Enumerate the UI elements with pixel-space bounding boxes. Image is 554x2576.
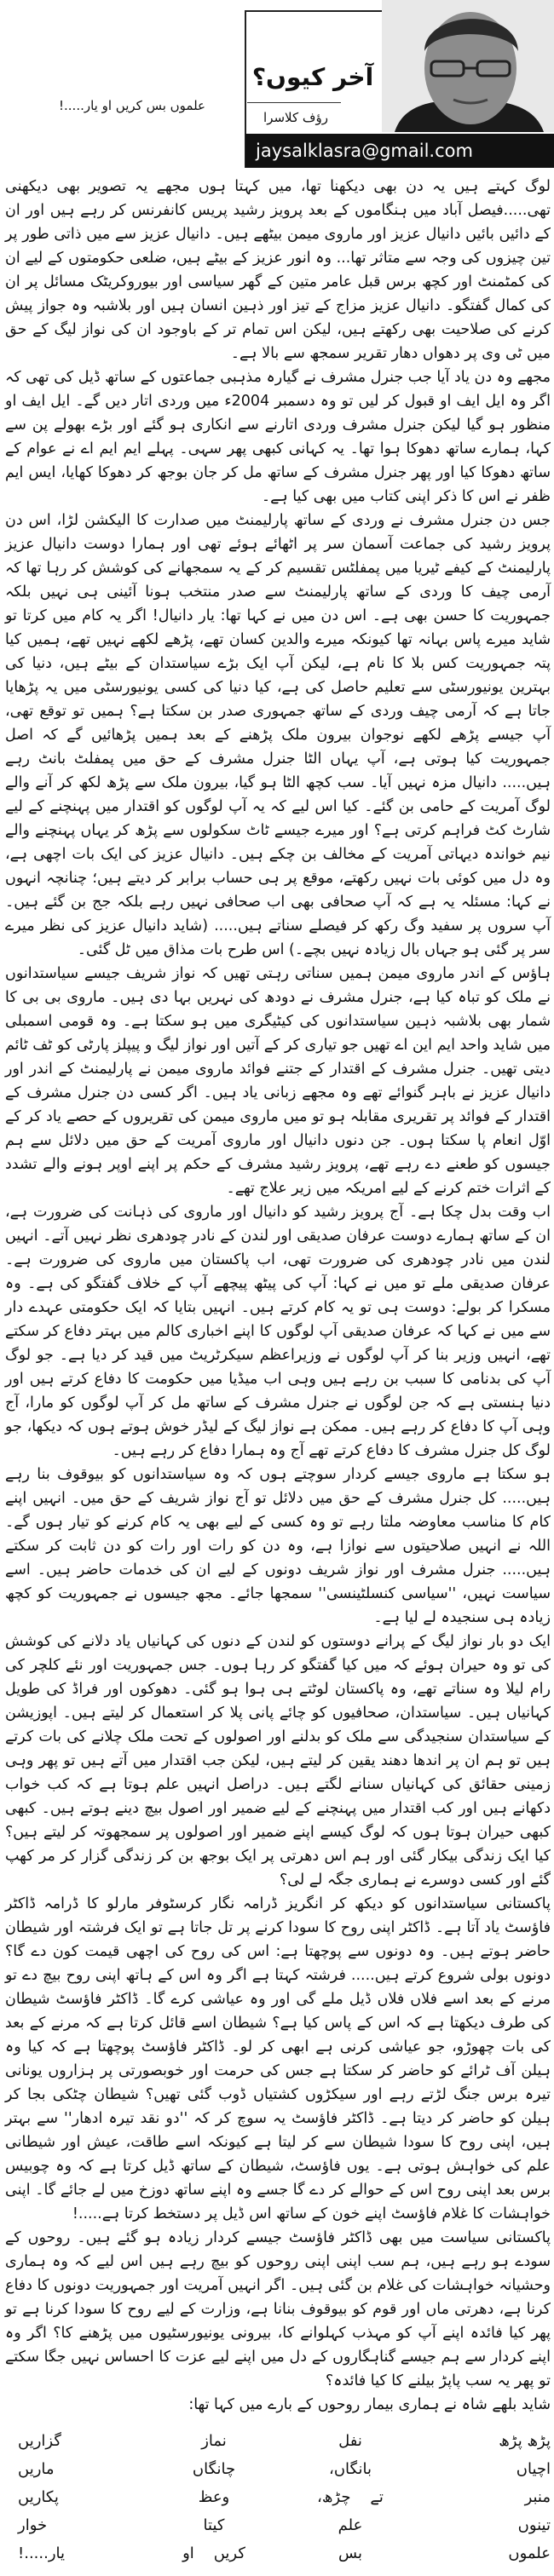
poem-word: اچیاں [516, 2460, 551, 2478]
poem-word: ماریں [18, 2460, 55, 2478]
poem-word: علموں [508, 2544, 551, 2562]
paragraph: جس دن جنرل مشرف نے وردی کے ساتھ پارلیمنٹ میں صدارت کا الیکشن لڑا، اس دن پرویز رشید کی جماعت آسمان سر پر اٹھائے ہوئے تھی اور ہمارا دوست دانیال عزیز پارلیمنٹ کے کیفے ٹیریا میں پمفلٹس تقسیم کر کے یہ سمجھانے کی کوشش کر رہا تھا کہ آرمی چیف کا وردی کے ساتھ پارلیمنٹ سے صدر منتخب ہونا آئینی ہی نہیں بلکہ جمہوریت کا حسن بھی ہے۔ اس دن میں نے کہا تھا: یار دانیال! اگر یہ کام میں کرتا تو شاید میرے پاس بہانہ تھا کیونکہ میرے والدین کسان تھے، پڑھے لکھے نہیں تھے، ہمیں کیا پتہ جمہوریت کس بلا کا نام ہے، لیکن آپ ایک بڑے سیاستدان کے بیٹے ہیں، دنیا کی بہترین یونیورسٹی سے تعلیم حاصل کی ہے، کیا دنیا کی کسی یونیورسٹی میں یہ پڑھایا جاتا ہے کہ آرمی چیف وردی کے ساتھ جمہوری صدر بن سکتا ہے؟ ہمیں تو توقع تھی، آپ جیسے پڑھے لکھے نوجوان بیرون ملک پڑھنے کے بعد ہمیں پڑھائیں گے کہ اصل جمہوریت کیا ہوتی ہے، آپ یہاں الٹا جنرل مشرف کے حق میں پمفلٹ بانٹ رہے ہیں..... دانیال مزہ نہیں آیا۔ سب کچھ الٹا ہو گیا، بیرون ملک سے پڑھ لکھ کر آنے والے لوگ آمریت کے حامی بن گئے۔ کیا اس لیے کہ یہ آپ لوگوں کو اقتدار میں پہنچنے کے لیے شارٹ کٹ فراہم کرتی ہے؟ اور میرے جیسے ٹاٹ سکولوں سے پڑھ کر یہاں پہنچنے والے نیم خواندہ دیہاتی آمریت کے مخالف بن چکے ہیں۔ دانیال عزیز کی ایک بات اچھی ہے، وہ دل میں کوئی بات نہیں رکھتے، موقع پر ہی حساب برابر کر دیتے ہیں؛ چنانچہ انہوں نے کہا: مسئلہ یہ ہے کہ آپ صحافی بھی اب صحافی نہیں رہے بلکہ جج بن گئے ہیں۔ آپ سروں پر سفید وگ رکھ کر فیصلے سناتے ہیں..... (شاید دانیال عزیز کی نظر میرے سر پر گئی ہو جہاں بال زیادہ نہیں بچے۔) اس طرح بات مذاق میں ٹل گئی۔ [5, 512, 551, 958]
paragraph: مجھے وہ دن یاد آیا جب جنرل مشرف نے گیارہ مذہبی جماعتوں کے ساتھ ڈیل کی تھی کہ اگر وہ ایل ایف او قبول کر لیں تو وہ دسمبر 2004ء میں وردی اتار دیں گے۔ ایل ایف او منظور ہو گیا لیکن جنرل مشرف وردی اتارنے سے انکاری ہو گئے اور بڑے بھولے پن سے کہا، ہمارے ساتھ دھوکا ہوا تھا۔ یہ کہانی کبھی پھر سہی۔ پہلے ایم ایم اے نے عوام کے ساتھ دھوکا کیا اور پھر جنرل مشرف کے ساتھ مل کر جان بوجھ کر دھوکا کھایا، ایس ایم ظفر نے اس کا ذکر اپنی کتاب میں بھی کیا ہے۔ [4, 369, 551, 505]
poem-word: پکاریں [18, 2488, 59, 2506]
author-portrait-icon [382, 0, 554, 132]
author-photo [382, 0, 554, 132]
poem-word: نفل [338, 2432, 362, 2450]
poem-word: پڑھ پڑھ [499, 2432, 551, 2450]
poem [18, 2427, 551, 2576]
poem-word: تے چڑھ، [317, 2488, 384, 2506]
poem-word: کریں او [182, 2544, 245, 2562]
author-name: رؤف کلاسرا [263, 110, 328, 125]
paragraph: پاکستانی سیاست میں بھی ڈاکٹر فاؤسٹ جیسے کردار زیادہ ہو گئے ہیں۔ روحوں کے سودے ہو رہے ہیں، ہم سب اپنی اپنی روحوں کو بیچ رہے ہیں اس لیے کہ وہ ہماری وحشیانہ خواہشات کی غلام بن گئی ہیں۔ اگر انہیں آمریت اور جمہوریت دونوں کا دفاع کرنا ہے، دھرتی ماں اور قوم کو بیوقوف بنانا ہے، وزارت کے لیے روح کا سودا کرنا ہے تو پھر کیا فائدہ اپنے آپ کو مہذب کہلوانے کا، بیرونی یونیورسٹیوں میں پڑھنے کا؟ اگر وہ اپنے کردار سے ہم جیسے گناہگاروں کے دل میں اپنے لیے عزت کا احساس نہیں جگا سکتے تو پھر یہ سب پاپڑ بیلنے کا کیا فائدہ؟ [5, 2229, 551, 2389]
poem-word: علم [338, 2516, 363, 2534]
poem-word: بانگاں، [329, 2460, 372, 2478]
poem-line [18, 2455, 551, 2483]
poem-word: نماز [201, 2432, 227, 2450]
poem-line [18, 2511, 551, 2539]
paragraph: شاید بلھے شاہ نے ہماری بیمار روحوں کے بارے میں کہا تھا: [188, 2396, 551, 2413]
poem-word: خوار [18, 2516, 48, 2534]
paragraph: ایک دو بار نواز لیگ کے پرانے دوستوں کو لندن کے دنوں کی کہانیاں یاد دلانے کی کوشش کی تو وہ حیران ہوئے کہ میں کیا گفتگو کر رہا ہوں۔ جس جمہوریت اور نئے کلچر کی رام لیلا وہ سناتے تھے، وہ پاکستان لوٹتے ہی ہوا ہو گئی۔ دھوکوں اور فراڈ کی طویل کہانیاں ہیں۔ سیاستدان، صحافیوں کو چائے پانی پلا کر استعمال کر لیتے ہیں۔ اپوزیشن کے سیاستدان سنجیدگی سے ملک کو بدلنے اور اصولوں کے تحت ملک چلانے کی بات کرتے ہیں تو ہم ان پر اندھا دھند یقین کر لیتے ہیں، لیکن جب اقتدار میں آتے ہیں تو پھر وہی زمینی حقائق کی کہانیاں سنانے لگتے ہیں۔ دراصل انہیں علم ہوتا ہے کہ کب خواب دکھانے ہیں اور کب اقتدار میں پہنچنے کے لیے ضمیر اور اصول بیچ دینے ہوتے ہیں۔ کبھی کبھی حیران ہوتا ہوں کہ لوگ کیسے اپنے ضمیر اور اصولوں پر سمجھوتہ کر لیتے ہیں؟ کیا ایک زندگی بیکار گئی اور ہم اس دھرتی پر ایک بوجھ بن کر زندگی گزار کر مر کھپ گئے اور کسی دوسرے نے ہماری جگہ لے لی؟ [5, 1633, 551, 1889]
poem-line [18, 2483, 551, 2511]
poem-word: کیتا [203, 2516, 225, 2534]
poem-word: چانگاں [192, 2460, 236, 2478]
author-email[interactable]: jaysalklasra@gmail.com [245, 134, 554, 168]
poem-word: گزاریں [18, 2432, 61, 2450]
column-name: آخر کیوں؟ [251, 63, 374, 91]
paragraph: لوگ کہتے ہیں یہ دن بھی دیکھنا تھا، میں کہتا ہوں مجھے یہ تصویر بھی دیکھنی تھی.....فیصل آباد میں ہنگاموں کے بعد پرویز رشید پریس کانفرنس کر رہے ہیں اور ان کے دائیں بائیں دانیال عزیز اور ماروی میمن بیٹھے ہیں۔ دانیال عزیز سے میں ذاتی طور پر تین چیزوں کی وجہ سے متاثر تھا... وہ انور عزیز کے بیٹے ہیں، ضلعی حکومتوں کے لیے ان کی کمٹمنٹ اور کچھ برس قبل عامر متین کے گھر سیاسی اور بیوروکریٹک مسائل پر ان کی کمال گفتگو۔ دانیال عزیز مزاج کے تیز اور ذہین انسان ہیں اور بلاشبہ وہ جواز پیش کرنے کی صلاحیت بھی رکھتے ہیں، لیکن اس تمام تر کے باوجود ان کی نواز لیگ کے حق میں ٹی وی پر دھواں دھار تقریر سمجھ سے بالا ہے۔ [5, 178, 551, 362]
poem-word: یار.....! [18, 2544, 66, 2562]
paragraph: پاکستانی سیاستدانوں کو دیکھ کر انگریز ڈرامہ نگار کرسٹوفر مارلو کا ڈرامہ ڈاکٹر فاؤسٹ یاد آتا ہے۔ ڈاکٹر اپنی روح کا سودا کرنے پر تل جاتا ہے تو ایک فرشتہ اور شیطان حاضر ہوتے ہیں۔ وہ دونوں سے پوچھتا ہے: اس کی روح کی اچھی قیمت کون دے گا؟ دونوں بولی شروع کرتے ہیں..... فرشتہ کہتا ہے اگر وہ اس کے ہاتھ اپنی روح بیچ دے تو مرنے کے بعد اسے فلاں فلاں ڈیل ملے گی اور وہ عیاشی کرے گا۔ ڈاکٹر فاؤسٹ شیطان کی طرف دیکھتا ہے کہ اس کے پاس کیا ہے؟ شیطان اسے قائل کرتا ہے کہ مرنے کے بعد کی بات چھوڑو، جو عیاشی کرنی ہے ابھی کر لو۔ ڈاکٹر فاؤسٹ پوچھتا ہے کہ کیا وہ ہیلن آف ٹرائے کو حاضر کر سکتا ہے جس کی حرمت اور خوبصورتی پر ہزاروں یونانی تیرہ برس جنگ لڑتے رہے اور سیکڑوں کشتیاں ڈوب گئی تھیں؟ شیطان چٹکی بجا کر ہیلن کو حاضر کر دیتا ہے۔ ڈاکٹر فاؤسٹ یہ سوچ کر کہ ''دو نقد تیرہ ادھار'' سے بہتر ہیں، اپنی روح کا سودا شیطان سے کر لیتا ہے کیونکہ اسے طاقت، عیش اور شیطانی علم کی خواہش ہوتی ہے۔ یوں فاؤسٹ، شیطان کے ساتھ ڈیل کرتا ہے کہ وہ چوبیس برس بعد اپنی روح اس کے حوالے کر دے گا جسے وہ اپنے ساتھ دوزخ میں لے جائے گا۔ اپنی خواہشات کا غلام فاؤسٹ اپنے خون کے ساتھ اس ڈیل پر دستخط کرتا ہے.....! [5, 1895, 551, 2222]
poem-word: تینوں [517, 2516, 551, 2534]
poem-word: بس [338, 2544, 362, 2562]
article-body [5, 175, 551, 2417]
poem-word: وعظ [198, 2488, 230, 2506]
poem-line [18, 2427, 551, 2455]
divider [247, 102, 341, 103]
paragraph: ہاؤس کے اندر ماروی میمن ہمیں سناتی رہتی تھیں کہ نواز شریف جیسے سیاستدانوں نے ملک کو تباہ کیا ہے، جنرل مشرف نے دودھ کی نہریں بہا دی ہیں۔ ماروی بی بی کا شمار بھی بلاشبہ ذہین سیاستدانوں کی کیٹیگری میں ہو سکتا ہے۔ وہ قومی اسمبلی میں شاید واحد ایم این اے تھیں جو تیاری کر کے آتیں اور نواز لیگ و پیپلز پارٹی کو ٹف ٹائم دیتی تھیں۔ جنرل مشرف کے اقتدار کے جتنے فوائد ماروی میمن نے پارلیمنٹ کے اندر اور دانیال عزیز نے باہر گنوائے تھے وہ مجھے زبانی یاد ہیں۔ اگر کسی دن جنرل مشرف کے اقتدار کے فوائد پر تقریری مقابلہ ہو تو میں ماروی میمن کی تقریروں کے حصے یاد کر کے اوّل انعام پا سکتا ہوں۔ جن دنوں دانیال اور ماروی آمریت کے حق میں دلائل سے ہم جیسوں کو طعنے دے رہے تھے، پرویز رشید مشرف کے حکم پر اپنے اوپر ہونے والے تشدد کے اثرات ختم کرنے کے لیے امریکہ میں زیر علاج تھے۔ [5, 965, 551, 1197]
poem-word: منبر [524, 2488, 551, 2506]
paragraph: اب وقت بدل چکا ہے۔ آج پرویز رشید کو دانیال اور ماروی کی ذہانت کی ضرورت ہے، ان کے ساتھ ہمارے دوست عرفان صدیقی اور لندن کے نادر چودھری نظر نہیں آتے۔ انہیں لندن میں نادر چودھری کی ضرورت تھی، اب پاکستان میں ماروی کی ضرورت ہے۔ عرفان صدیقی ملے تو میں نے کہا: آپ کی پیٹھ پیچھے آپ کے خلاف گفتگو کی ہے۔ وہ مسکرا کر بولے: دوست ہی تو یہ کام کرتے ہیں۔ انہیں بتایا کہ ایک حکومتی عہدے دار سے میں نے کہا کہ عرفان صدیقی آپ لوگوں کا اپنے اخباری کالم میں بہتر دفاع کر سکتے تھے، انہیں وزیر بنا کر آپ لوگوں نے وزیراعظم سیکرٹریٹ میں قید کر دیا ہے۔ جو لوگ آپ کی بدنامی کا سبب بن رہے ہیں وہی اب میڈیا میں حکومت کا دفاع کرتے ہیں اور دنیا ہنستی ہے کہ جن لوگوں نے جنرل مشرف کے ساتھ مل کر آپ لوگوں کو مارا، آج وہی آپ کا دفاع کر رہے ہیں۔ ممکن ہے نواز لیگ کے لیڈر خوش ہوتے ہوں کہ دیکھا، جو لوگ کل جنرل مشرف کا دفاع کرتے تھے آج وہ ہمارا دفاع کر رہے ہیں۔ [5, 1204, 551, 1459]
paragraph: ہو سکتا ہے ماروی جیسے کردار سوچتے ہوں کہ وہ سیاستدانوں کو بیوقوف بنا رہے ہیں..... کل جنرل مشرف کے حق میں دلائل تو آج نواز شریف کے حق میں۔ انہیں اپنے کام کا مناسب معاوضہ ملتا رہے تو وہ کسی کے لیے بھی یہ کام کرنے کو تیار ہوں گے۔ اللہ نے انہیں صلاحیتوں سے نوازا ہے، وہ دن کو رات اور رات کو دن ثابت کر سکتے ہیں..... جنرل مشرف اور نواز شریف دونوں کے لیے ان کی خدمات حاضر ہیں۔ اسے سیاست نہیں، ''سیاسی کنسلٹینسی'' سمجھا جائے۔ مجھ جیسوں نے جمہوریت کو کچھ زیادہ ہی سنجیدہ لے لیا ہے۔ [5, 1466, 551, 1626]
article-headline: علموں بس کریں او یار.....! [59, 98, 205, 113]
article-content [5, 175, 551, 2576]
poem-line [18, 2539, 551, 2567]
